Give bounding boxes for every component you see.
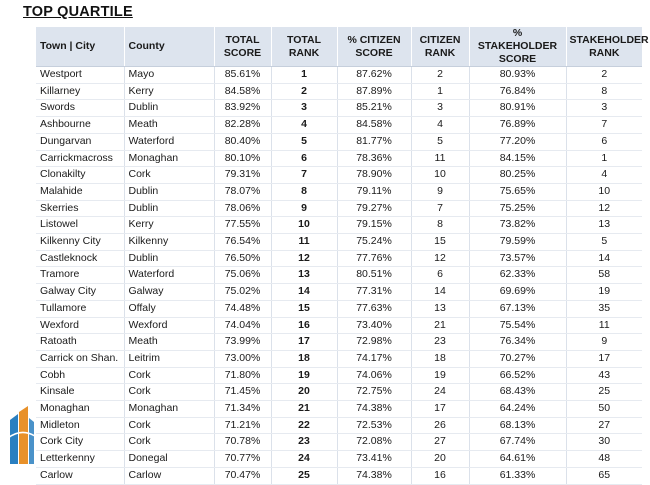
table-row (36, 150, 642, 167)
cell-county: Cork (124, 167, 214, 184)
cell-town: Clonakilty (36, 167, 124, 184)
cell-stakeholder-rank: 14 (566, 250, 642, 267)
quartile-table (36, 27, 649, 485)
cell-county: Cork (124, 417, 214, 434)
cell-county: Kerry (124, 83, 214, 100)
cell-total-score: 70.77% (214, 451, 271, 468)
table-row (36, 83, 642, 100)
cell-town: Malahide (36, 183, 124, 200)
cell-citizen-score: 77.63% (337, 300, 411, 317)
cell-stakeholder-rank: 1 (566, 150, 642, 167)
cell-town: Castleknock (36, 250, 124, 267)
cell-total-score: 70.78% (214, 434, 271, 451)
cell-stakeholder-score: 79.59% (469, 234, 566, 251)
cell-citizen-score: 77.31% (337, 284, 411, 301)
cell-citizen-rank: 1 (411, 83, 469, 100)
header-stakeholder-rank: STAKEHOLDER RANK (566, 27, 642, 67)
cell-county: Carlow (124, 467, 214, 484)
cell-total-rank: 15 (271, 300, 337, 317)
cell-total-rank: 8 (271, 183, 337, 200)
cell-town: Westport (36, 67, 124, 84)
cell-total-rank: 17 (271, 334, 337, 351)
table-row (36, 384, 642, 401)
cell-citizen-score: 72.08% (337, 434, 411, 451)
cell-stakeholder-score: 66.52% (469, 367, 566, 384)
cell-citizen-score: 79.15% (337, 217, 411, 234)
cell-total-score: 71.45% (214, 384, 271, 401)
cell-stakeholder-rank: 43 (566, 367, 642, 384)
cell-total-rank: 21 (271, 401, 337, 418)
cell-citizen-score: 74.38% (337, 401, 411, 418)
cell-citizen-score: 74.17% (337, 350, 411, 367)
table-row (36, 367, 642, 384)
table-row (36, 451, 642, 468)
cell-stakeholder-score: 76.89% (469, 117, 566, 134)
cell-citizen-rank: 3 (411, 100, 469, 117)
cell-town: Skerries (36, 200, 124, 217)
cell-stakeholder-rank: 7 (566, 117, 642, 134)
cell-citizen-score: 73.41% (337, 451, 411, 468)
cell-citizen-rank: 10 (411, 167, 469, 184)
cell-stakeholder-rank: 48 (566, 451, 642, 468)
cell-county: Monaghan (124, 401, 214, 418)
cell-total-score: 74.04% (214, 317, 271, 334)
cell-citizen-rank: 9 (411, 183, 469, 200)
cell-citizen-score: 78.90% (337, 167, 411, 184)
cell-citizen-rank: 16 (411, 467, 469, 484)
table-row (36, 467, 642, 484)
cell-citizen-score: 75.24% (337, 234, 411, 251)
cell-total-rank: 24 (271, 451, 337, 468)
cell-stakeholder-score: 64.61% (469, 451, 566, 468)
cell-citizen-score: 72.98% (337, 334, 411, 351)
cell-stakeholder-score: 80.25% (469, 167, 566, 184)
cell-total-rank: 2 (271, 83, 337, 100)
cell-citizen-rank: 23 (411, 334, 469, 351)
cell-citizen-score: 87.62% (337, 67, 411, 84)
cell-county: Offaly (124, 300, 214, 317)
cell-citizen-score: 72.53% (337, 417, 411, 434)
brand-logo-icon (6, 398, 36, 468)
cell-stakeholder-score: 76.84% (469, 83, 566, 100)
cell-citizen-rank: 8 (411, 217, 469, 234)
cell-total-rank: 7 (271, 167, 337, 184)
cell-county: Meath (124, 117, 214, 134)
cell-total-score: 78.06% (214, 200, 271, 217)
cell-total-rank: 19 (271, 367, 337, 384)
cell-county: Kerry (124, 217, 214, 234)
cell-stakeholder-score: 75.65% (469, 183, 566, 200)
table-row (36, 434, 642, 451)
cell-stakeholder-score: 73.57% (469, 250, 566, 267)
cell-county: Cork (124, 434, 214, 451)
cell-total-score: 80.10% (214, 150, 271, 167)
cell-county: Leitrim (124, 350, 214, 367)
cell-town: Tramore (36, 267, 124, 284)
cell-stakeholder-score: 77.20% (469, 133, 566, 150)
cell-total-score: 71.80% (214, 367, 271, 384)
cell-stakeholder-rank: 9 (566, 334, 642, 351)
cell-citizen-rank: 27 (411, 434, 469, 451)
cell-county: Donegal (124, 451, 214, 468)
table-header-row (36, 27, 642, 67)
header-total-rank: TOTAL RANK (271, 27, 337, 67)
cell-town: Swords (36, 100, 124, 117)
table-row (36, 67, 642, 84)
cell-stakeholder-rank: 2 (566, 67, 642, 84)
cell-stakeholder-rank: 27 (566, 417, 642, 434)
cell-total-score: 76.50% (214, 250, 271, 267)
header-county: County (124, 27, 214, 67)
cell-stakeholder-score: 75.25% (469, 200, 566, 217)
cell-town: Listowel (36, 217, 124, 234)
cell-total-rank: 4 (271, 117, 337, 134)
table-row (36, 167, 642, 184)
table-row (36, 401, 642, 418)
cell-citizen-score: 74.38% (337, 467, 411, 484)
cell-stakeholder-score: 68.43% (469, 384, 566, 401)
cell-total-rank: 23 (271, 434, 337, 451)
cell-citizen-score: 72.75% (337, 384, 411, 401)
table-row (36, 250, 642, 267)
cell-citizen-rank: 2 (411, 67, 469, 84)
cell-total-score: 73.99% (214, 334, 271, 351)
cell-total-score: 85.61% (214, 67, 271, 84)
cell-town: Carrick on Shan. (36, 350, 124, 367)
cell-county: Waterford (124, 133, 214, 150)
table-row (36, 267, 642, 284)
cell-stakeholder-rank: 13 (566, 217, 642, 234)
cell-stakeholder-score: 80.91% (469, 100, 566, 117)
cell-total-score: 84.58% (214, 83, 271, 100)
cell-total-score: 70.47% (214, 467, 271, 484)
cell-citizen-score: 87.89% (337, 83, 411, 100)
table-row (36, 417, 642, 434)
cell-county: Meath (124, 334, 214, 351)
cell-county: Monaghan (124, 150, 214, 167)
cell-citizen-score: 81.77% (337, 133, 411, 150)
table-row (36, 317, 642, 334)
cell-town: Galway City (36, 284, 124, 301)
cell-stakeholder-score: 70.27% (469, 350, 566, 367)
cell-citizen-rank: 12 (411, 250, 469, 267)
table-row (36, 100, 642, 117)
cell-stakeholder-rank: 12 (566, 200, 642, 217)
cell-county: Dublin (124, 183, 214, 200)
cell-town: Monaghan (36, 401, 124, 418)
cell-stakeholder-rank: 6 (566, 133, 642, 150)
cell-total-rank: 22 (271, 417, 337, 434)
cell-total-rank: 25 (271, 467, 337, 484)
cell-total-rank: 18 (271, 350, 337, 367)
cell-citizen-rank: 14 (411, 284, 469, 301)
cell-town: Killarney (36, 83, 124, 100)
cell-stakeholder-rank: 19 (566, 284, 642, 301)
cell-stakeholder-rank: 58 (566, 267, 642, 284)
cell-stakeholder-score: 80.93% (469, 67, 566, 84)
cell-stakeholder-rank: 17 (566, 350, 642, 367)
cell-stakeholder-score: 64.24% (469, 401, 566, 418)
cell-citizen-score: 73.40% (337, 317, 411, 334)
table-row (36, 200, 642, 217)
cell-town: Ratoath (36, 334, 124, 351)
cell-citizen-rank: 17 (411, 401, 469, 418)
cell-town: Letterkenny (36, 451, 124, 468)
cell-stakeholder-rank: 35 (566, 300, 642, 317)
cell-total-rank: 11 (271, 234, 337, 251)
cell-citizen-score: 79.11% (337, 183, 411, 200)
cell-stakeholder-rank: 50 (566, 401, 642, 418)
cell-citizen-rank: 5 (411, 133, 469, 150)
cell-stakeholder-rank: 8 (566, 83, 642, 100)
cell-stakeholder-rank: 25 (566, 384, 642, 401)
table-row (36, 284, 642, 301)
header-total-score: TOTAL SCORE (214, 27, 271, 67)
cell-stakeholder-rank: 5 (566, 234, 642, 251)
cell-citizen-score: 85.21% (337, 100, 411, 117)
cell-county: Dublin (124, 100, 214, 117)
cell-stakeholder-rank: 10 (566, 183, 642, 200)
cell-total-score: 75.02% (214, 284, 271, 301)
cell-county: Galway (124, 284, 214, 301)
cell-total-rank: 1 (271, 67, 337, 84)
table-row (36, 117, 642, 134)
table-row (36, 350, 642, 367)
cell-citizen-rank: 13 (411, 300, 469, 317)
cell-stakeholder-rank: 65 (566, 467, 642, 484)
cell-stakeholder-rank: 4 (566, 167, 642, 184)
header-citizen-score: % CITIZEN SCORE (337, 27, 411, 67)
cell-town: Wexford (36, 317, 124, 334)
cell-town: Kilkenny City (36, 234, 124, 251)
cell-citizen-rank: 24 (411, 384, 469, 401)
cell-stakeholder-score: 61.33% (469, 467, 566, 484)
cell-town: Midleton (36, 417, 124, 434)
cell-citizen-score: 79.27% (337, 200, 411, 217)
cell-citizen-rank: 11 (411, 150, 469, 167)
table-row (36, 133, 642, 150)
cell-county: Wexford (124, 317, 214, 334)
cell-town: Ashbourne (36, 117, 124, 134)
cell-citizen-score: 74.06% (337, 367, 411, 384)
table-row (36, 300, 642, 317)
cell-stakeholder-rank: 30 (566, 434, 642, 451)
table-row (36, 217, 642, 234)
cell-total-rank: 14 (271, 284, 337, 301)
cell-citizen-score: 78.36% (337, 150, 411, 167)
cell-total-score: 71.34% (214, 401, 271, 418)
cell-citizen-rank: 15 (411, 234, 469, 251)
cell-stakeholder-rank: 3 (566, 100, 642, 117)
cell-total-rank: 10 (271, 217, 337, 234)
cell-citizen-score: 77.76% (337, 250, 411, 267)
cell-total-rank: 6 (271, 150, 337, 167)
cell-county: Cork (124, 384, 214, 401)
cell-stakeholder-score: 73.82% (469, 217, 566, 234)
page-title: TOP QUARTILE (23, 4, 133, 20)
cell-citizen-rank: 7 (411, 200, 469, 217)
cell-town: Dungarvan (36, 133, 124, 150)
cell-total-score: 75.06% (214, 267, 271, 284)
cell-citizen-rank: 18 (411, 350, 469, 367)
cell-town: Cork City (36, 434, 124, 451)
cell-stakeholder-score: 76.34% (469, 334, 566, 351)
table-row (36, 183, 642, 200)
cell-county: Dublin (124, 200, 214, 217)
cell-county: Dublin (124, 250, 214, 267)
cell-county: Waterford (124, 267, 214, 284)
cell-total-rank: 13 (271, 267, 337, 284)
cell-total-rank: 3 (271, 100, 337, 117)
cell-total-rank: 16 (271, 317, 337, 334)
cell-stakeholder-score: 68.13% (469, 417, 566, 434)
cell-county: Kilkenny (124, 234, 214, 251)
cell-town: Cobh (36, 367, 124, 384)
cell-stakeholder-score: 62.33% (469, 267, 566, 284)
cell-total-rank: 9 (271, 200, 337, 217)
cell-citizen-rank: 19 (411, 367, 469, 384)
cell-total-score: 76.54% (214, 234, 271, 251)
cell-town: Tullamore (36, 300, 124, 317)
cell-stakeholder-rank: 11 (566, 317, 642, 334)
cell-citizen-rank: 4 (411, 117, 469, 134)
cell-stakeholder-score: 75.54% (469, 317, 566, 334)
cell-stakeholder-score: 67.13% (469, 300, 566, 317)
cell-citizen-score: 84.58% (337, 117, 411, 134)
cell-stakeholder-score: 67.74% (469, 434, 566, 451)
cell-total-rank: 12 (271, 250, 337, 267)
header-citizen-rank: CITIZEN RANK (411, 27, 469, 67)
cell-total-score: 74.48% (214, 300, 271, 317)
header-stakeholder-score: % STAKEHOLDER SCORE (469, 27, 566, 67)
table-row (36, 234, 642, 251)
cell-total-score: 83.92% (214, 100, 271, 117)
cell-total-score: 82.28% (214, 117, 271, 134)
cell-total-rank: 5 (271, 133, 337, 150)
cell-town: Kinsale (36, 384, 124, 401)
cell-total-score: 79.31% (214, 167, 271, 184)
cell-town: Carlow (36, 467, 124, 484)
cell-total-score: 77.55% (214, 217, 271, 234)
cell-citizen-rank: 20 (411, 451, 469, 468)
cell-total-score: 78.07% (214, 183, 271, 200)
cell-stakeholder-score: 84.15% (469, 150, 566, 167)
cell-county: Cork (124, 367, 214, 384)
cell-citizen-rank: 21 (411, 317, 469, 334)
cell-citizen-score: 80.51% (337, 267, 411, 284)
cell-total-score: 71.21% (214, 417, 271, 434)
header-town: Town | City (36, 27, 124, 67)
cell-town: Carrickmacross (36, 150, 124, 167)
cell-stakeholder-score: 69.69% (469, 284, 566, 301)
cell-county: Mayo (124, 67, 214, 84)
cell-total-score: 73.00% (214, 350, 271, 367)
cell-citizen-rank: 6 (411, 267, 469, 284)
table-row (36, 334, 642, 351)
cell-total-score: 80.40% (214, 133, 271, 150)
cell-total-rank: 20 (271, 384, 337, 401)
cell-citizen-rank: 26 (411, 417, 469, 434)
